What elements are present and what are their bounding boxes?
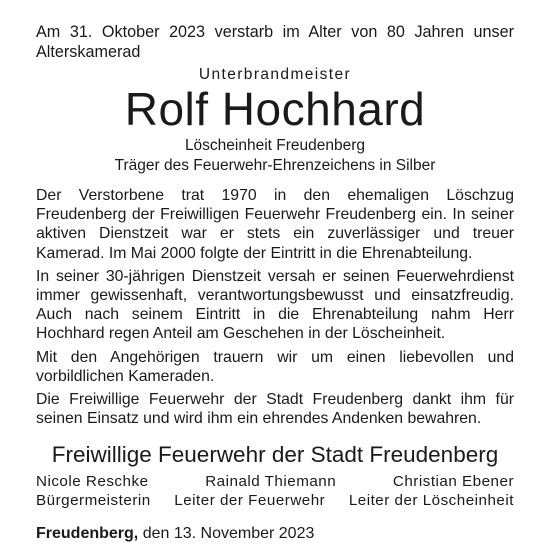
paragraph-4: Die Freiwillige Feuerwehr der Stadt Freudenberg dankt ihm für seinen Einsatz und wird ihm ein ehrendes Andenken bewahren. xyxy=(36,391,514,428)
intro-line-1: Am 31. Oktober 2023 verstarb im Alter von 80 Jahren unser xyxy=(36,23,514,41)
signatory-roles xyxy=(36,491,514,510)
organization-name: Freiwillige Feuerwehr der Stadt Freudenberg xyxy=(51,442,499,468)
deceased-honor: Träger des Feuerwehr-Ehrenzeichens in Silber xyxy=(114,157,436,174)
footer-date: den 13. November 2023 xyxy=(142,525,315,543)
obituary-body xyxy=(36,186,514,428)
signatory-3-name: Christian Ebener xyxy=(392,473,514,491)
deceased-rank: Unterbrandmeister xyxy=(198,66,352,83)
paragraph-1: Der Verstorbene trat 1970 in den ehemaligen Löschzug Freudenberg der Freiwilligen Feuerwehr Freudenberg ein. In seiner aktiven Dienstzeit war er stets ein zuverlässiger und treuer Kamerad. Im Mai 2000 folgte der Eintritt in die Ehrenabteilung. xyxy=(36,187,514,262)
intro-line-2: Alterskamerad xyxy=(36,43,141,61)
paragraph-3: Mit den Angehörigen trauern wir um einen liebevollen und vorbildlichen Kameraden. xyxy=(36,348,514,385)
place-and-date xyxy=(36,524,514,544)
footer-place: Freudenberg, xyxy=(36,525,139,543)
paragraph-2: In seiner 30-jährigen Dienstzeit versah er seinen Feuerwehrdienst immer gewissenhaft, verantwortungsbewusst und einsatzfreudig. Auch nach seinem Eintritt in die Ehrenabteilung nahm Herr Hochhard regen Anteil am Geschehen in der Löscheinheit. xyxy=(36,267,514,343)
deceased-name: Rolf Hochhard xyxy=(124,83,426,135)
signatory-2-role: Leiter der Feuerwehr xyxy=(174,492,326,510)
signatory-names xyxy=(36,472,514,491)
signatory-3-role: Leiter der Löscheinheit xyxy=(348,492,514,510)
signatory-1-role: Bürgermeisterin xyxy=(36,492,151,510)
signatory-2-name: Rainald Thiemann xyxy=(205,473,337,491)
deceased-unit: Löscheinheit Freudenberg xyxy=(184,137,366,154)
intro-text xyxy=(36,22,514,62)
signatory-1-name: Nicole Reschke xyxy=(36,473,149,491)
